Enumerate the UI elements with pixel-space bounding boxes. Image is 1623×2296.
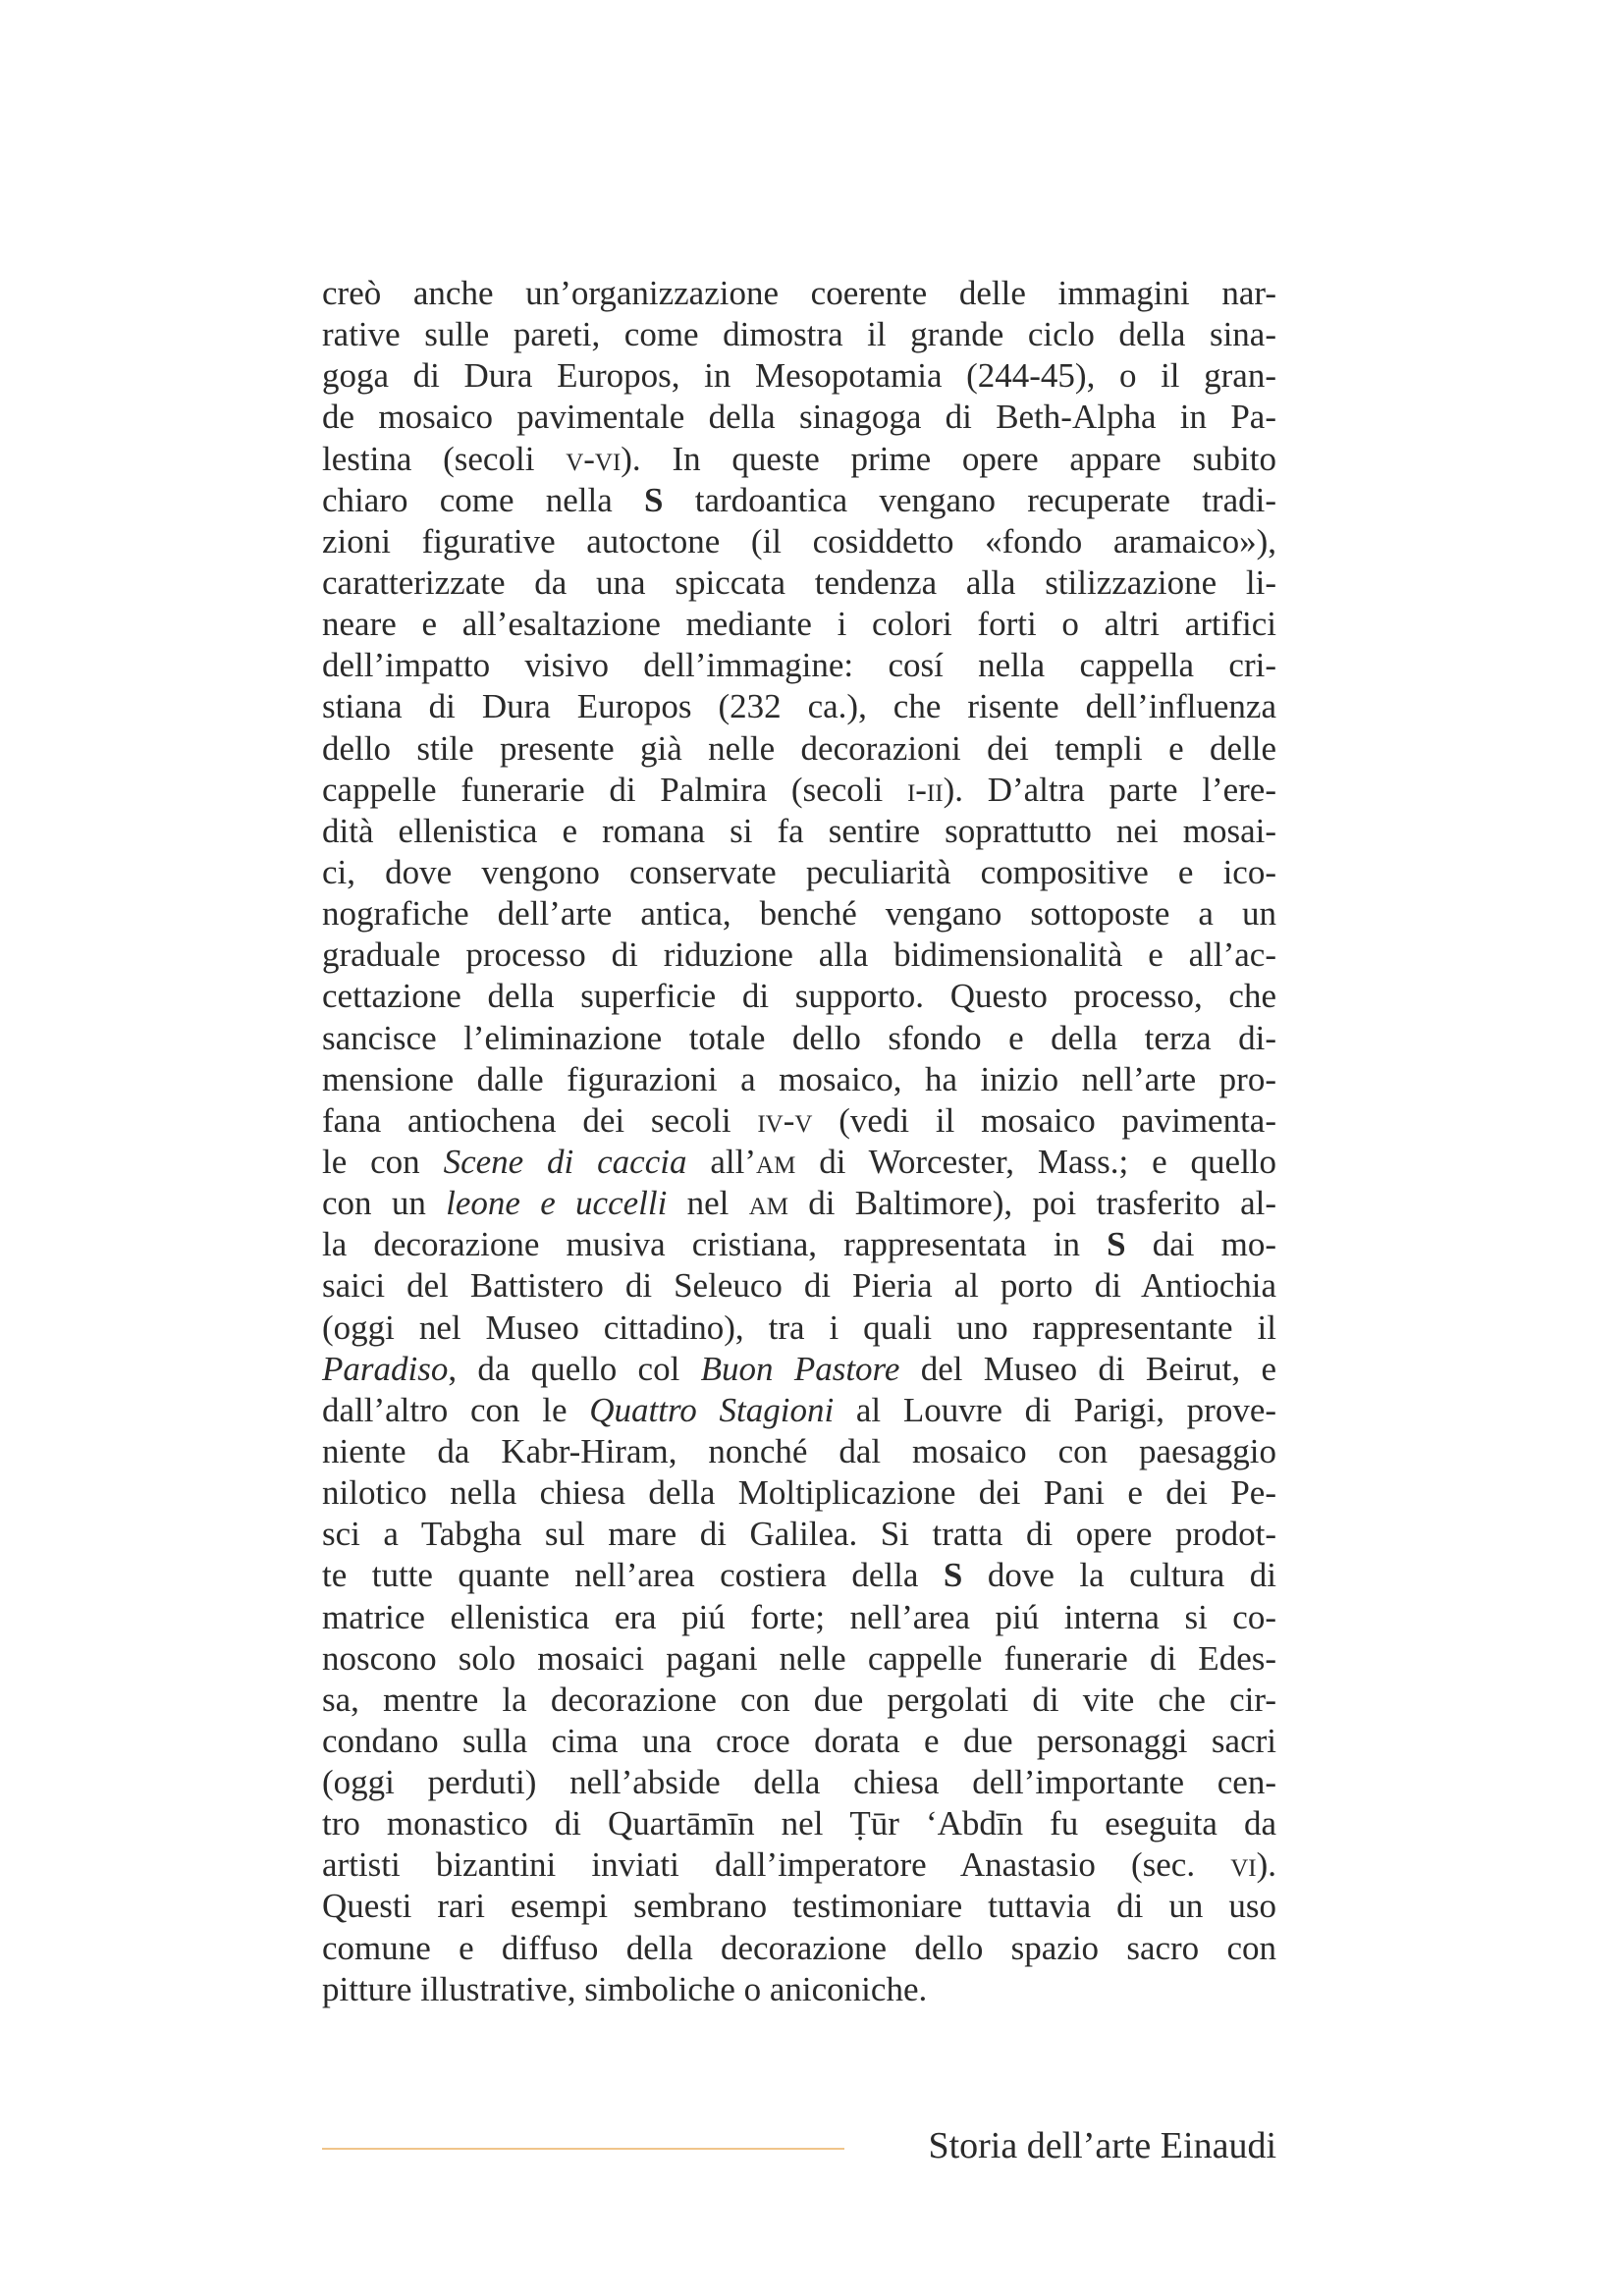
text-segment: nel [667,1184,749,1223]
text-line [322,1803,1276,1844]
text-line [322,1597,1276,1638]
text-line [322,397,1276,438]
text-line [322,1886,1276,1927]
text-line [322,1183,1276,1224]
text-segment: matrice ellenistica era piú forte; nell’area piú interna si co- [322,1597,1276,1636]
text-segment: de mosaico pavimentale della sinagoga di Beth-Alpha in Pa- [322,398,1276,437]
small-caps-text: i-ii [906,770,944,809]
text-segment: graduale processo di riduzione alla bidimensionalità e all’ac- [322,935,1276,975]
text-line [322,1680,1276,1721]
text-segment: saici del Battistero di Seleuco di Pieria al porto di Antiochia [322,1266,1277,1306]
small-caps-text: vi [1230,1845,1257,1885]
text-segment: fana antiochena dei secoli [322,1100,758,1140]
text-segment: niente da Kabr-Hiram, nonché dal mosaico con paesaggio [322,1431,1276,1470]
text-segment: del Museo di Beirut, e [899,1349,1277,1388]
text-line [322,1349,1276,1390]
text-line [322,893,1276,934]
text-line [322,562,1276,604]
text-line [322,728,1276,770]
text-segment: sa, mentre la decorazione con due pergolati di vite che cir- [322,1680,1276,1719]
text-segment: stiana di Dura Europos (232 ca.), che risente dell’influenza [322,687,1276,726]
text-segment: goga di Dura Europos, in Mesopotamia (244-45), o il gran- [322,356,1276,396]
text-line [322,1100,1276,1142]
text-segment: dell’impatto visivo dell’immagine: cosí nella cappella cri- [322,646,1276,685]
text-segment: comune e diffuso della decorazione dello spazio sacro con [322,1928,1276,1967]
text-segment: sci a Tabgha sul mare di Galilea. Si tratta di opere prodot- [322,1515,1276,1554]
italic-title: Scene di caccia [443,1142,687,1181]
text-segment: mensione dalle figurazioni a mosaico, ha inizio nell’arte pro- [322,1059,1276,1098]
body-text [322,273,1276,2010]
small-caps-text: v-vi [566,439,622,478]
text-line [322,1638,1276,1680]
text-segment: di Worcester, Mass.; e quello [795,1142,1277,1181]
text-segment: la decorazione musiva cristiana, rappresentata in [322,1225,1108,1264]
text-segment: zioni figurative autoctone (il cosiddetto «fondo aramaico»), [322,521,1276,561]
text-segment: dità ellenistica e romana si fa sentire soprattutto nei mosai- [322,811,1276,850]
text-segment: (vedi il mosaico pavimenta- [812,1100,1276,1140]
small-caps-text: am [756,1142,796,1181]
text-line [322,273,1276,314]
text-line [322,480,1276,521]
text-line [322,1224,1276,1265]
text-line [322,1308,1276,1349]
footer-rule [322,2148,844,2150]
text-segment: ). In queste prime opere appare subito [621,439,1277,478]
text-line [322,770,1276,811]
text-segment: lestina (secoli [322,439,567,478]
text-line [322,976,1276,1017]
text-segment: Questi rari esempi sembrano testimoniare tuttavia di un uso [322,1887,1276,1926]
text-segment: nografiche dell’arte antica, benché vengano sottoposte a un [322,894,1276,934]
text-segment: condano sulla cima una croce dorata e due personaggi sacri [322,1721,1276,1760]
text-line [322,1142,1276,1183]
bold-abbreviation: S [1107,1225,1126,1264]
text-segment: con un [322,1184,447,1223]
text-segment: creò anche un’organizzazione coerente delle immagini nar- [322,274,1277,312]
text-segment: (oggi perduti) nell’abside della chiesa dell’importante cen- [322,1763,1276,1802]
bold-abbreviation: S [943,1556,963,1595]
text-line [322,439,1276,480]
text-segment: nilotico nella chiesa della Moltiplicazione dei Pani e dei Pe- [322,1473,1277,1513]
footer-title: Storia dell’arte Einaudi [928,2125,1276,2166]
text-segment: ). [1256,1845,1276,1885]
text-segment: di Baltimore), poi trasferito al- [787,1184,1277,1223]
italic-title: Quattro Stagioni [589,1390,835,1429]
text-segment: artisti bizantini inviati dall’imperatore Anastasio (sec. [322,1845,1231,1885]
text-line [322,1928,1276,1969]
text-line [322,1555,1276,1596]
text-segment: al Louvre di Parigi, prove- [834,1390,1277,1429]
text-segment: tro monastico di Quartāmīn nel Ṭūr ‘Abdīn fu eseguita da [322,1804,1276,1843]
bold-abbreviation: S [644,480,664,519]
text-segment: caratterizzate da una spiccata tendenza alla stilizzazione li- [322,562,1276,602]
text-segment: (oggi nel Museo cittadino), tra i quali uno rappresentante il [322,1308,1276,1347]
text-line [322,934,1276,976]
text-segment: , da quello col [448,1349,701,1388]
text-segment: ). D’altra parte l’ere- [943,770,1276,809]
text-segment: rative sulle pareti, come dimostra il grande ciclo della sina- [322,315,1276,354]
italic-title: Buon Pastore [700,1349,900,1388]
text-segment: dall’altro con le [322,1390,590,1429]
text-segment: pitture illustrative, simboliche o aniconiche. [322,1969,928,2008]
text-line [322,1472,1276,1514]
text-line [322,1514,1276,1555]
text-segment: dai mo- [1125,1225,1277,1264]
text-segment: le con [322,1142,444,1181]
text-line [322,314,1276,355]
text-line [322,1059,1276,1100]
text-segment: dove la cultura di [962,1556,1276,1595]
text-line [322,1018,1276,1059]
text-segment: te tutte quante nell’area costiera della [322,1556,944,1595]
text-segment: tardoantica vengano recuperate tradi- [663,480,1276,519]
text-line [322,645,1276,686]
text-line [322,355,1276,397]
text-segment: chiaro come nella [322,480,644,519]
text-segment: cappelle funerarie di Palmira (secoli [322,770,907,809]
small-caps-text: am [748,1184,788,1223]
text-segment: neare e all’esaltazione mediante i colori forti o altri artifici [322,605,1276,644]
text-line [322,686,1276,727]
text-line [322,811,1276,852]
text-line [322,1969,1276,2010]
text-segment: dello stile presente già nelle decorazioni dei templi e delle [322,728,1276,768]
text-line [322,1431,1276,1472]
text-line [322,1265,1276,1307]
text-line [322,604,1276,645]
text-segment: cettazione della superficie di supporto. Questo processo, che [322,977,1276,1016]
text-line [322,1762,1276,1803]
text-segment: all’ [686,1142,757,1181]
italic-title: Paradiso [322,1349,449,1388]
text-segment: sancisce l’eliminazione totale dello sfondo e della terza di- [322,1018,1276,1057]
text-segment: ci, dove vengono conservate peculiarità compositive e ico- [322,852,1276,891]
text-line [322,1844,1276,1886]
text-segment: noscono solo mosaici pagani nelle cappelle funerarie di Edes- [322,1638,1277,1678]
italic-title: leone e uccelli [446,1184,668,1223]
small-caps-text: iv-v [757,1100,813,1140]
text-line [322,852,1276,893]
text-line [322,1390,1276,1431]
text-line [322,521,1276,562]
text-line [322,1721,1276,1762]
